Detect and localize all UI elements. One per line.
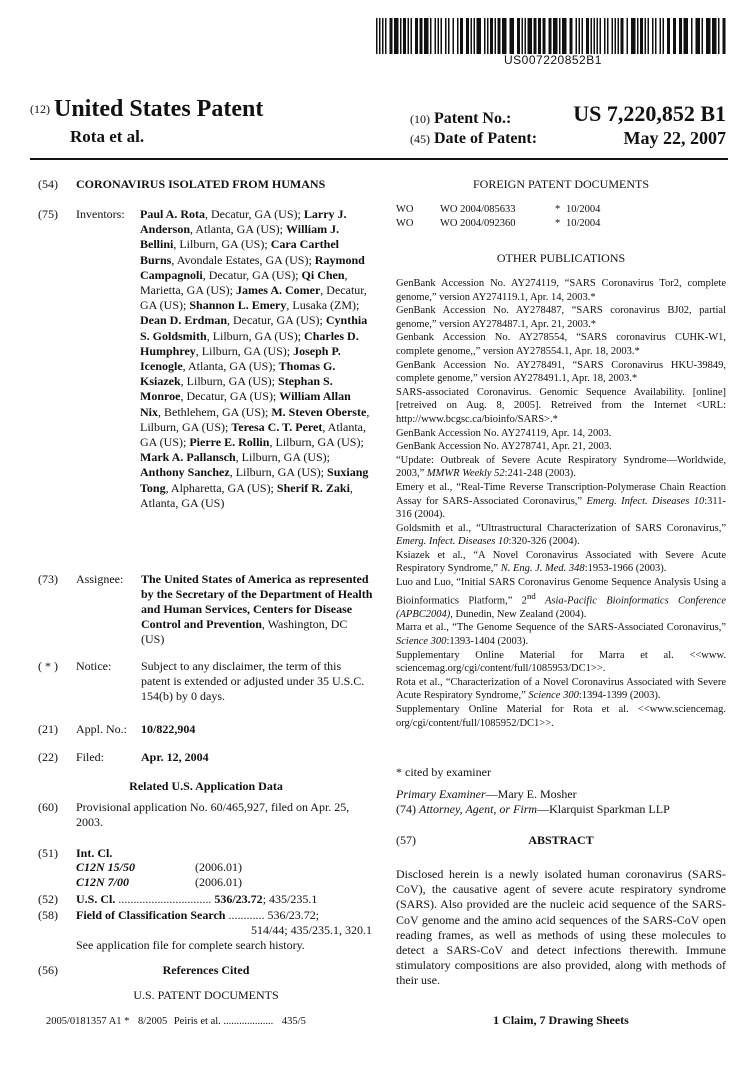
publication-entry: Luo and Luo, “Initial SARS Coronavirus Genome Sequence Analysis Using a Bioinformatics Platform,” 2nd Asia-Pacific Bioinformatics Conference (APBC2004), Dunedin, New Zealand (2004). <box>396 577 726 620</box>
field-search-leader: ............ <box>228 908 265 922</box>
us-doc-row <box>46 1015 306 1029</box>
authors: Rota et al. <box>70 127 145 146</box>
attorney-label: Attorney, Agent, or Firm <box>419 802 538 816</box>
code-notice: ( * ) <box>38 659 58 673</box>
code-45: (45) <box>410 132 430 146</box>
foreign-date-1: 10/2004 <box>566 204 601 215</box>
us-cl-leader: ............................... <box>118 892 212 906</box>
int-cl-class-1: C12N 15/50 <box>76 860 136 874</box>
patent-number: US 7,220,852 B1 <box>573 101 726 126</box>
publication-entry: SARS-associated Coronavirus. Genomic Sequence Availability. [online] [retreived on Aug. 8, 2005]. Retreived from the Internet <URL: http://www.bcgsc.ca/bioinfo/SARS>.* <box>396 386 726 425</box>
publication-entry: Ksiazek et al., “A Novel Coronavirus Associated with Severe Acute Respiratory Syndrome,” N. Eng. J. Med. 348:1953-1966 (2003). <box>396 549 726 575</box>
publication-entry: Rota et al., “Characterization of a Novel Coronavirus Associated with Severe Acute Respiratory Syndrome,” Science 300:1394-1399 (2003). <box>396 676 726 702</box>
abstract-heading: ABSTRACT <box>528 833 594 847</box>
assignee-label: Assignee: <box>76 572 124 586</box>
other-publications-heading: OTHER PUBLICATIONS <box>496 251 626 265</box>
code-12: (12) <box>30 102 50 116</box>
primary-examiner: —Mary E. Mosher <box>485 787 577 801</box>
publication-entry: Genbank Accession No. AY278554, “SARS coronavirus CUHK-W1, complete genome,,” version AY278554.1, Apr. 18, 2003.* <box>396 332 726 357</box>
appl-no-label: Appl. No.: <box>76 722 127 736</box>
us-doc-class: 435/5 <box>281 1016 306 1027</box>
us-cl-label: U.S. Cl. <box>76 892 116 906</box>
barcode-image <box>376 18 726 54</box>
notice-text: Subject to any disclaimer, the term of this patent is extended or adjusted under 35 U.S.C. 154(b) by 0 days. <box>141 659 365 703</box>
cited-by-examiner: * cited by examiner <box>396 765 491 779</box>
publication-entry: Supplementary Online Material for Marra et al. <<www. sciencemag.org/cgi/content/full/1085953/DC1>>. <box>396 649 726 675</box>
int-cl-class-2: C12N 7/00 <box>76 875 130 889</box>
foreign-star-2: * <box>555 218 561 229</box>
publication-entry: GenBank Accession No. AY274119, “SARS Coronavirus Tor2, complete genome,” version AY274119.1, Apr. 14, 2003.* <box>396 278 726 303</box>
int-cl-version-2: (2006.01) <box>195 875 242 889</box>
code-56: (56) <box>38 963 58 977</box>
code-60: (60) <box>38 800 58 814</box>
code-22: (22) <box>38 750 58 764</box>
abstract-text: Disclosed herein is a newly isolated human coronavirus (SARS-CoV), the causative agent of severe acute respiratory syndrome (SARS). Also provided are the nucleic acid sequence of the SARS-CoV genome and the amino acid sequences of the SARS-CoV open reading frames, as well as methods of using these molecules to detect a SARS-CoV and detect infections therewith. Immune stimulatory compositions are also provided, along with methods of their use. <box>396 867 726 988</box>
appl-no: 10/822,904 <box>141 722 196 736</box>
us-patent-documents-heading: U.S. PATENT DOCUMENTS <box>133 988 279 1002</box>
foreign-documents-heading: FOREIGN PATENT DOCUMENTS <box>472 177 650 191</box>
us-doc-number: 2005/0181357 A1 * <box>46 1016 130 1027</box>
us-doc-inventor: Peiris et al. <box>173 1016 221 1027</box>
int-cl-label: Int. Cl. <box>76 846 113 860</box>
invention-title: CORONAVIRUS ISOLATED FROM HUMANS <box>76 177 326 191</box>
publication-entry: GenBank Accession No. AY278487, “SARS coronavirus BJ02, partial genome,” version AY278487.1, Apr. 21, 2003.* <box>396 305 726 330</box>
patent-header-title <box>30 96 263 123</box>
us-doc-date: 8/2005 <box>138 1016 168 1027</box>
publication-entry: Emery et al., “Real-Time Reverse Transcription-Polymerase Chain Reaction Assay for SARS-Associated Coronavirus,” Emerg. Infect. Diseases 10:311-316 (2004). <box>396 481 727 521</box>
primary-examiner-label: Primary Examiner <box>396 787 486 801</box>
foreign-number-2: WO 2004/092360 <box>440 218 516 229</box>
foreign-office-1: WO <box>396 204 414 215</box>
code-74: (74) <box>396 802 416 816</box>
foreign-office-2: WO <box>396 218 414 229</box>
publication-entry: “Update: Outbreak of Severe Acute Respiratory Syndrome—Worldwide, 2003,” MMWR Weekly 52:241-248 (2003). <box>396 454 726 480</box>
us-doc-leader: ................... <box>223 1016 274 1027</box>
primary-examiner-row <box>396 787 577 802</box>
inventors-label: Inventors: <box>76 207 125 221</box>
publication-entry: Marra et al., “The Genome Sequence of the SARS-Associated Coronavirus,” Science 300:1393-1404 (2003). <box>396 622 726 647</box>
assignee-text: The United States of America as represented by the Secretary of the Department of Health and Human Services, Centers for Disease Control and Prevention, Washington, DC (US) <box>141 572 373 646</box>
code-57: (57) <box>396 833 416 847</box>
filed-label: Filed: <box>76 750 105 764</box>
foreign-date-2: 10/2004 <box>566 218 601 229</box>
provisional-application: Provisional application No. 60/465,927, filed on Apr. 25, 2003. <box>76 800 350 829</box>
field-search-label: Field of Classification Search <box>76 908 226 922</box>
foreign-number-1: WO 2004/085633 <box>440 204 516 215</box>
publication-entry: Supplementary Online Material for Rota et al. <<www.sciencemag. org/cgi/content/full/1085952/DC1>>. <box>396 703 726 729</box>
code-21: (21) <box>38 722 58 736</box>
references-cited-heading: References Cited <box>162 963 250 977</box>
code-51: (51) <box>38 846 58 860</box>
date-of-patent-row <box>410 130 537 148</box>
int-cl-version-1: (2006.01) <box>195 860 242 874</box>
patent-number-label: Patent No.: <box>434 110 512 127</box>
code-75: (75) <box>38 207 58 221</box>
us-cl-main: 536/23.72 <box>214 892 263 906</box>
code-73: (73) <box>38 572 58 586</box>
publication-entry: GenBank Accession No. AY278491, “SARS Coronavirus HKU-39849, complete genome,” version AY278491.1, Apr. 18, 2003.* <box>396 359 726 385</box>
related-data-heading: Related U.S. Application Data <box>129 779 283 793</box>
patent-number-row <box>410 110 511 128</box>
us-cl-row <box>76 892 372 907</box>
us-cl-rest: ; 435/235.1 <box>262 892 318 906</box>
code-58: (58) <box>38 908 58 922</box>
patent-type: United States Patent <box>54 96 264 122</box>
publication-entry: GenBank Accession No. AY278741, Apr. 21, 2003. <box>396 441 612 453</box>
inventors-list: Paul A. Rota, Decatur, GA (US); Larry J. Anderson, Atlanta, GA (US); William J. Bellini, Lilburn, GA (US); Cara Carthel Burns, Avondale Estates, GA (US); Raymond Campagnoli, Decatur, GA (US); Qi Chen, Marietta, GA (US); James A. Comer, Decatur, GA (US); Shannon L. Emery, Lusaka (ZM); Dean D. Erdman, Decatur, GA (US); Cynthia S. Goldsmith, Lilburn, GA (US); Charles D. Humphrey, Lilburn, GA (US); Joseph P. Icenogle, Atlanta, GA (US); Thomas G. Ksiazek, Lilburn, GA (US); Stephan S. Monroe, Decatur, GA (US); William Allan Nix, Bethlehem, GA (US); M. Steven Oberste, Lilburn, GA (US); Teresa C. T. Peret, Atlanta, GA (US); Pierre E. Rollin, Lilburn, GA (US); Mark A. Pallansch, Lilburn, GA (US); Anthony Sanchez, Lilburn, GA (US); Suxiang Tong, Alpharetta, GA (US); Sherif R. Zaki, Atlanta, GA (US) <box>140 207 370 510</box>
code-52: (52) <box>38 892 58 906</box>
code-54: (54) <box>38 177 58 191</box>
date-of-patent: May 22, 2007 <box>623 128 726 148</box>
barcode-number: US007220852B1 <box>504 53 602 67</box>
date-of-patent-label: Date of Patent: <box>434 130 538 147</box>
field-search-line-2: 514/44; 435/235.1, 320.1 <box>250 923 372 937</box>
publication-entry: GenBank Accession No. AY274119, Apr. 14, 2003. <box>396 427 612 439</box>
field-search-row <box>76 908 372 923</box>
publication-entry: Goldsmith et al., “Ultrastructural Characterization of SARS Coronavirus,” Emerg. Infect. Diseases 10:320-326 (2004). <box>396 522 726 548</box>
code-10: (10) <box>410 112 430 126</box>
attorney: —Klarquist Sparkman LLP <box>537 802 670 816</box>
claims-summary: 1 Claim, 7 Drawing Sheets <box>493 1013 629 1027</box>
header-rule <box>30 158 728 160</box>
filed-date: Apr. 12, 2004 <box>141 750 209 764</box>
attorney-row <box>396 802 670 817</box>
foreign-star-1: * <box>555 204 561 215</box>
notice-label: Notice: <box>76 659 112 673</box>
see-application-note: See application file for complete search history. <box>76 938 305 952</box>
field-search-line-1: 536/23.72; <box>267 908 320 922</box>
other-publications-list <box>396 277 726 730</box>
